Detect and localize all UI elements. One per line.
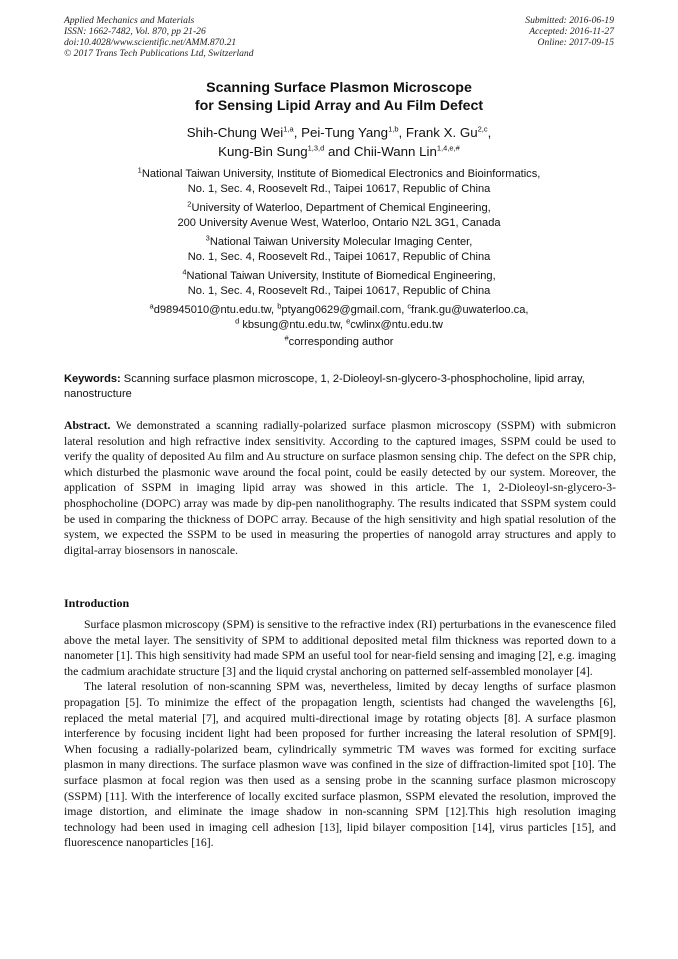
- affil-line: 200 University Avenue West, Waterloo, Ontario N2L 3G1, Canada: [177, 217, 501, 229]
- affiliation-1: [0, 167, 678, 197]
- email: kbsung@ntu.edu.tw,: [239, 319, 347, 331]
- accepted-date: Accepted: 2016-11-27: [529, 26, 614, 37]
- email-marker: e: [346, 316, 351, 326]
- author-affil: 1,b: [388, 124, 399, 134]
- abstract: [64, 418, 616, 558]
- author-line-2: [0, 142, 678, 161]
- journal-name: Applied Mechanics and Materials: [64, 15, 195, 26]
- affiliations: [0, 167, 678, 350]
- affiliation-4: [0, 269, 678, 299]
- abstract-text: We demonstrated a scanning radially-polarized surface plasmon microscopy (SSPM) with submicron lateral resolution and high refractive index sensitivity. According to the captured images, SSPM could be used to verify the quality of deposited Au film and Au structure on surface plasmon sensing chip. The defect on the SPR chip, which disturbed the plasmonic wave around the focal point, could be easily detected by our system. Moreover, the application of SSPM in imaging lipid array was showed in this article. The 1, 2-Dioleoyl-sn-glycero-3-phosphocholine (DOPC) array was made by dip-pen nanolithography. The results indicated that SSPM system could be used in comparing the thickness of DOPC array. Because of the high sensitivity and high spatial resolution of the system, we expected the SSPM to be used in measuring the properties of nanogold array structures and apply to digital-array biosensors in nanoscale.: [64, 419, 616, 557]
- issn: ISSN: 1662-7482, Vol. 870, pp 21-26: [64, 26, 206, 37]
- author-affil: 1,a: [283, 124, 294, 134]
- affil-line: University of Waterloo, Department of Chemical Engineering,: [191, 202, 491, 214]
- email: ptyang0629@gmail.com,: [281, 304, 408, 316]
- email: frank.gu@uwaterloo.ca,: [411, 304, 529, 316]
- author-sep: ,: [487, 125, 492, 140]
- author-list: [0, 123, 678, 161]
- affiliation-2: [0, 201, 678, 231]
- keywords-text: Scanning surface plasmon microscope, 1, 2-Dioleoyl-sn-glycero-3-phosphocholine, lipid array, nanostructure: [64, 373, 585, 400]
- author-name: Shih-Chung Wei: [186, 125, 284, 140]
- author-name: , Pei-Tung Yang: [293, 125, 389, 140]
- email-marker: d: [235, 316, 240, 326]
- affil-marker: 4: [182, 267, 187, 277]
- affil-marker: 1: [137, 165, 142, 175]
- paragraph: The lateral resolution of non-scanning SPM was, nevertheless, limited by decay lengths of surface plasmon propagation [5]. To minimize the effect of the propagation length, scientists had changed the wavelengths [6], replaced the metal material [7], and acquired multi-directional image by rotating objects [8]. A surface plasmon interference by focusing incident light had been proposed for further increasing the lateral resolution of SPM[9]. When focusing a radially-polarized beam, cylindrically symmetric TM waves was formed for exciting surface plasmon in many directions. The surface plasmon wave was confined in the size of diffraction-limited spot [10]. The surface plasmon at focal region was then used as a sensing probe in the scanning surface plasmon microscopy (SSPM) [11]. With the interference of locally excited surface plasmon, SSPM elevated the resolution, improved the image distortion, and eliminate the image shadow in non-scanning SPM [12].This high resolution imaging technology had been used in imaging cell adhesion [13], lipid bilayer composition [14], virus particles [15], and fluorescence nanoparticles [16].: [64, 680, 616, 850]
- journal-info: [64, 15, 254, 59]
- keywords-label: Keywords:: [64, 373, 121, 385]
- affil-line: No. 1, Sec. 4, Roosevelt Rd., Taipei 10617, Republic of China: [187, 251, 491, 263]
- affiliation-3: [0, 235, 678, 265]
- email-marker: b: [277, 301, 282, 311]
- publication-dates: [525, 15, 614, 48]
- submitted-date: Submitted: 2016-06-19: [525, 15, 614, 26]
- email: d98945010@ntu.edu.tw,: [153, 304, 278, 316]
- affil-marker: 2: [187, 199, 192, 209]
- corresponding-author: [0, 335, 678, 350]
- abstract-label: Abstract.: [64, 419, 111, 432]
- author-affil: 1,4,e,#: [436, 143, 460, 153]
- affil-line: National Taiwan University, Institute of Biomedical Electronics and Bioinformatics,: [141, 168, 541, 180]
- author-name: and Chii-Wann Lin: [324, 144, 437, 159]
- author-name: Kung-Bin Sung: [218, 144, 308, 159]
- author-affil: 2,c: [477, 124, 488, 134]
- email-marker: c: [407, 301, 412, 311]
- email: cwlinx@ntu.edu.tw: [350, 319, 443, 331]
- author-line-1: [0, 123, 678, 142]
- title-line-1: Scanning Surface Plasmon Microscope: [206, 80, 472, 96]
- corr-marker: #: [284, 333, 289, 343]
- introduction-body: [64, 617, 616, 851]
- corr-label: corresponding author: [288, 336, 394, 348]
- affil-line: No. 1, Sec. 4, Roosevelt Rd., Taipei 10617, Republic of China: [187, 285, 491, 297]
- affil-line: National Taiwan University, Institute of Biomedical Engineering,: [186, 270, 496, 282]
- paragraph: Surface plasmon microscopy (SPM) is sensitive to the refractive index (RI) perturbations in the evanescence filed above the metal layer. The sensitivity of SPM to additional deposited metal film thickness was reported down to a nanometer [1]. This high sensitivity had made SPM an useful tool for near-field sensing and imaging [2], e.g. imaging the cadmium arachidate structure [3] and the liquid crystal anchoring on patterned self-assembled monolayer [4].: [64, 618, 616, 678]
- doi: doi:10.4028/www.scientific.net/AMM.870.21: [64, 37, 237, 48]
- title-line-2: for Sensing Lipid Array and Au Film Defect: [194, 98, 484, 114]
- paper-title: [0, 79, 678, 115]
- section-heading-introduction: Introduction: [64, 596, 130, 610]
- affil-marker: 3: [205, 233, 210, 243]
- author-affil: 1,3,d: [307, 143, 325, 153]
- author-name: , Frank X. Gu: [398, 125, 478, 140]
- copyright: © 2017 Trans Tech Publications Ltd, Switzerland: [64, 48, 254, 59]
- email-marker: a: [149, 301, 154, 311]
- online-date: Online: 2017-09-15: [537, 37, 614, 48]
- keywords: [64, 372, 616, 402]
- affil-line: No. 1, Sec. 4, Roosevelt Rd., Taipei 10617, Republic of China: [187, 183, 491, 195]
- author-emails: [0, 303, 678, 333]
- affil-line: National Taiwan University Molecular Imaging Center,: [209, 236, 473, 248]
